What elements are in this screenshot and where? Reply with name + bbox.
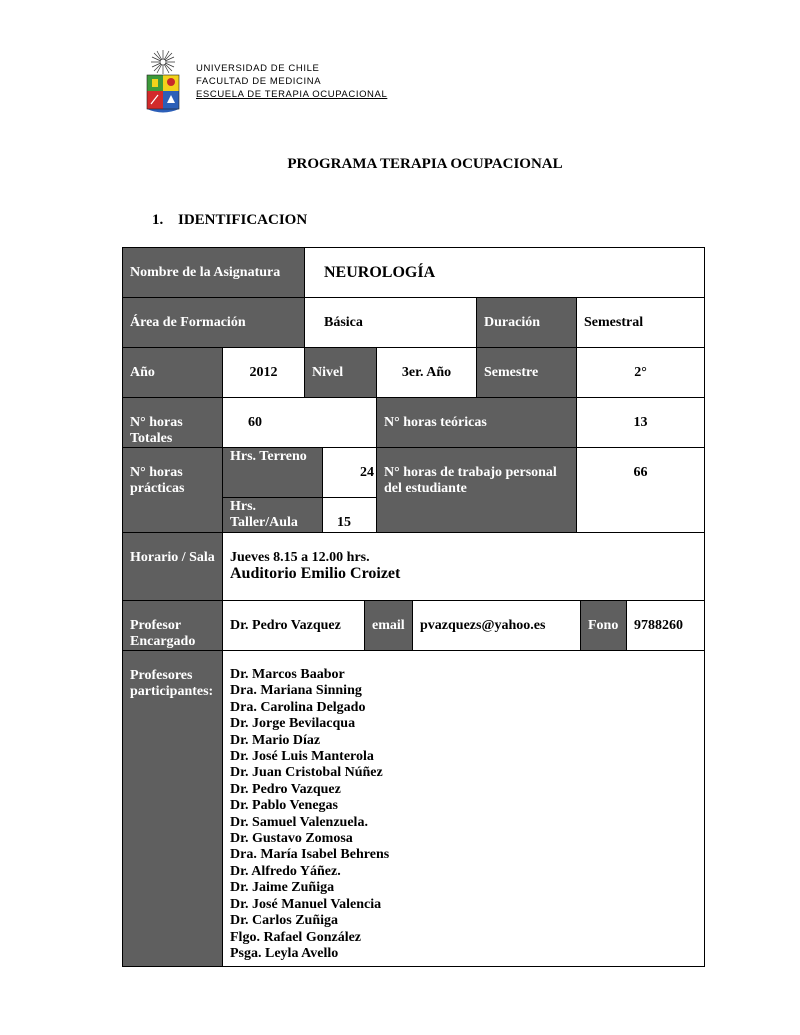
- asignatura-value-cell: [304, 247, 705, 298]
- area-value-cell: [304, 297, 477, 348]
- area-label-cell: [122, 297, 305, 348]
- horas-totales-label-cell: [122, 397, 223, 448]
- participant-name: Dr. Alfredo Yáñez.: [230, 863, 341, 879]
- area-label: Área de Formación: [130, 314, 246, 330]
- horario-time: Jueves 8.15 a 12.00 hrs.: [230, 550, 370, 565]
- email-value: pvazquezs@yahoo.es: [420, 618, 546, 633]
- horas-practicas-label: N° horas prácticas: [130, 465, 185, 496]
- participant-name: Dr. José Luis Manterola: [230, 749, 374, 765]
- hrs-taller-label: Hrs. Taller/Aula: [230, 499, 298, 530]
- faculty-name: FACULTAD DE MEDICINA: [196, 76, 322, 87]
- email-label: email: [372, 618, 405, 633]
- participant-name: Dr. Samuel Valenzuela.: [230, 814, 368, 830]
- hrs-terreno-value: 24: [360, 465, 374, 480]
- area-value: Básica: [324, 314, 363, 330]
- horario-label: Horario / Sala: [130, 550, 215, 565]
- horas-teoricas-label: N° horas teóricas: [384, 415, 487, 430]
- participant-name: Dr. Gustavo Zomosa: [230, 831, 353, 847]
- school-name: ESCUELA DE TERAPIA OCUPACIONAL: [196, 89, 388, 100]
- nivel-label-cell: [304, 347, 377, 398]
- semestre-value: 2°: [634, 364, 647, 380]
- participant-name: Dr. Pablo Venegas: [230, 798, 339, 814]
- university-name: UNIVERSIDAD DE CHILE: [196, 63, 320, 74]
- hrs-terreno-value-cell: [322, 447, 377, 498]
- participant-name: Dra. Carolina Delgado: [230, 699, 366, 715]
- horas-teoricas-value-cell: [576, 397, 705, 448]
- identification-table: [122, 247, 705, 967]
- horas-totales-label: N° horas Totales: [130, 415, 183, 446]
- horas-practicas-label-cell: [122, 447, 223, 533]
- duracion-value: Semestral: [584, 314, 644, 330]
- horas-trabajo-value: 66: [633, 465, 648, 480]
- participant-name: Dr. Mario Díaz: [230, 732, 321, 748]
- horario-place: Auditorio Emilio Croizet: [230, 565, 401, 582]
- participant-name: Psga. Leyla Avello: [230, 945, 339, 961]
- asignatura-value: NEUROLOGÍA: [324, 263, 436, 281]
- hrs-taller-value: 15: [337, 515, 351, 530]
- fono-value: 9788260: [634, 618, 683, 633]
- duracion-value-cell: [576, 297, 705, 348]
- participant-name: Dr. Carlos Zuñiga: [230, 913, 339, 929]
- email-value-cell: [412, 600, 581, 651]
- participant-name: Dr. Marcos Baabor: [230, 667, 345, 682]
- document-title: PROGRAMA TERAPIA OCUPACIONAL: [287, 156, 563, 172]
- horas-trabajo-label-cell: [376, 447, 577, 533]
- section-heading: [152, 212, 307, 229]
- fono-value-cell: [626, 600, 705, 651]
- nivel-value: 3er. Año: [401, 364, 452, 380]
- participant-name: Flgo. Rafael González: [230, 929, 362, 945]
- semestre-label-cell: [476, 347, 577, 398]
- asignatura-label-cell: [122, 247, 305, 298]
- semestre-value-cell: [576, 347, 705, 398]
- horas-teoricas-value: 13: [633, 415, 648, 430]
- semestre-label: Semestre: [484, 364, 539, 380]
- participant-name: Dra. María Isabel Behrens: [230, 847, 390, 863]
- fono-label: Fono: [588, 618, 619, 633]
- nivel-value-cell: [376, 347, 477, 398]
- anio-value: 2012: [249, 364, 278, 380]
- anio-value-cell: [222, 347, 305, 398]
- email-label-cell: [364, 600, 413, 651]
- participantes-label-cell: [122, 650, 223, 967]
- profesor-label: Profesor Encargado: [130, 618, 196, 649]
- anio-label: Año: [130, 364, 155, 380]
- participantes-label: Profesores participantes:: [130, 668, 214, 699]
- horas-teoricas-label-cell: [376, 397, 577, 448]
- horario-value-cell: [222, 532, 705, 601]
- participantes-list: [222, 650, 705, 967]
- fono-label-cell: [580, 600, 627, 651]
- participant-name: Dr. Pedro Vazquez: [230, 781, 341, 797]
- participant-name: Dr. Juan Cristobal Núñez: [230, 765, 383, 781]
- institution-block: [196, 62, 387, 101]
- horas-trabajo-label: N° horas de trabajo personal del estudiante: [384, 465, 557, 496]
- participant-name: Dr. Jorge Bevilacqua: [230, 716, 356, 732]
- horario-label-cell: [122, 532, 223, 601]
- anio-label-cell: [122, 347, 223, 398]
- profesor-label-cell: [122, 600, 223, 651]
- horas-trabajo-value-cell: [576, 447, 705, 533]
- hrs-taller-value-cell: [322, 497, 377, 533]
- hrs-terreno-label-cell: [222, 447, 323, 498]
- hrs-taller-label-cell: [222, 497, 323, 533]
- asignatura-label: Nombre de la Asignatura: [130, 264, 281, 280]
- profesor-value-cell: [222, 600, 365, 651]
- participant-name: Dr. José Manuel Valencia: [230, 896, 382, 912]
- horas-totales-value-cell: [222, 397, 377, 448]
- horas-totales-value: 60: [248, 415, 262, 430]
- duracion-label: Duración: [484, 314, 540, 330]
- section-title: IDENTIFICACION: [178, 212, 308, 228]
- university-crest-logo: [146, 48, 180, 116]
- profesor-value: Dr. Pedro Vazquez: [230, 618, 341, 633]
- hrs-terreno-label: Hrs. Terreno: [230, 449, 307, 464]
- participant-name: Dr. Jaime Zuñiga: [230, 880, 335, 896]
- duracion-label-cell: [476, 297, 577, 348]
- participant-name: Dra. Mariana Sinning: [230, 683, 362, 699]
- section-number: 1.: [152, 212, 164, 228]
- nivel-label: Nivel: [312, 364, 344, 380]
